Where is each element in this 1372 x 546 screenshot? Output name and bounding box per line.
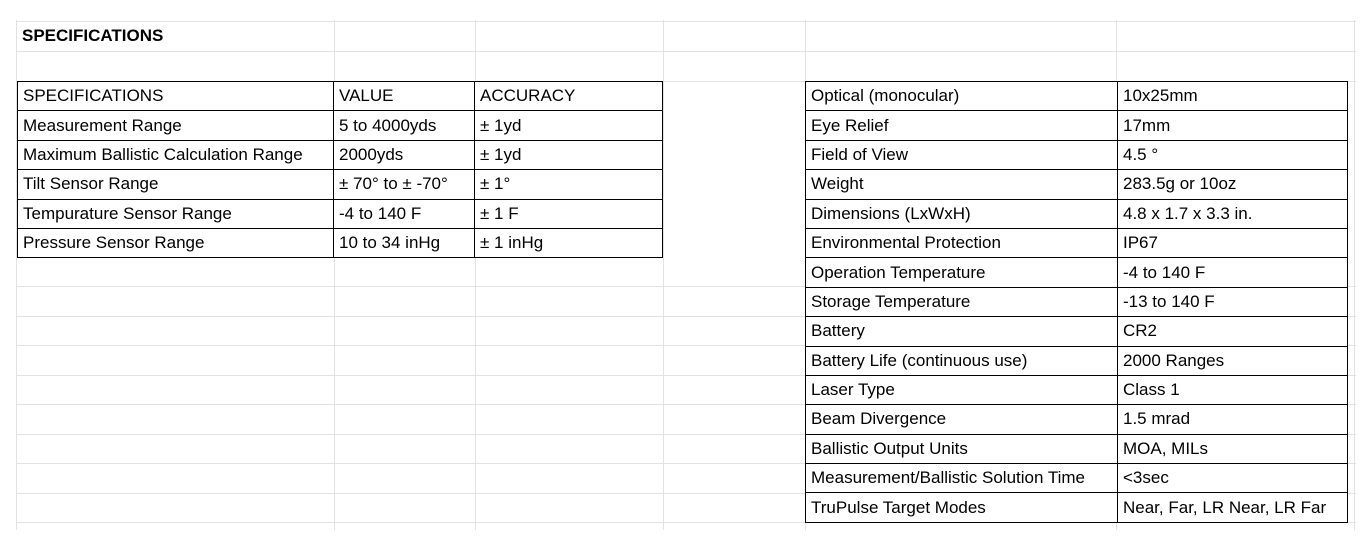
spec-name-cell[interactable]: TruPulse Target Modes [806,493,1118,522]
table-row [806,346,1348,375]
table-row [806,228,1348,257]
spec-value-cell[interactable]: 1.5 mrad [1118,405,1348,434]
table-row [806,82,1348,111]
spec-value-cell[interactable]: -4 to 140 F [1118,258,1348,287]
grid-row-line [16,51,1356,52]
table-row [18,170,663,199]
spec-value-cell[interactable]: Class 1 [1118,375,1348,404]
spec-name-cell[interactable]: Weight [806,170,1118,199]
grid-col-line [1354,20,1355,530]
spec-value-cell[interactable]: -13 to 140 F [1118,287,1348,316]
sheet-title[interactable]: SPECIFICATIONS [22,26,164,45]
spec-name-cell[interactable]: Battery Life (continuous use) [806,346,1118,375]
spec-value-cell[interactable]: 4.8 x 1.7 x 3.3 in. [1118,199,1348,228]
spec-value-cell[interactable]: 2000yds [334,140,475,169]
spec-value-cell[interactable]: -4 to 140 F [334,199,475,228]
table-header-row [18,82,663,111]
spec-name-cell[interactable]: Measurement/Ballistic Solution Time [806,464,1118,493]
table-row [806,199,1348,228]
spec-accuracy-cell[interactable]: ± 1yd [475,140,663,169]
spec-value-cell[interactable]: Near, Far, LR Near, LR Far [1118,493,1348,522]
table-row [806,111,1348,140]
spec-value-cell[interactable]: 17mm [1118,111,1348,140]
table-row [806,140,1348,169]
spec-name-cell[interactable]: Measurement Range [18,111,334,140]
spec-value-cell[interactable]: 2000 Ranges [1118,346,1348,375]
spec-accuracy-cell[interactable]: ± 1 inHg [475,228,663,257]
spec-name-cell[interactable]: Environmental Protection [806,228,1118,257]
spec-name-cell[interactable]: Battery [806,317,1118,346]
spec-accuracy-cell[interactable]: ± 1 F [475,199,663,228]
table-row [18,228,663,257]
spec-name-cell[interactable]: Beam Divergence [806,405,1118,434]
spec-value-cell[interactable]: 4.5 ° [1118,140,1348,169]
table-row [18,199,663,228]
table-row [806,170,1348,199]
table-row [806,258,1348,287]
header-cell-value[interactable]: VALUE [334,82,475,111]
spec-value-cell[interactable]: MOA, MILs [1118,434,1348,463]
table-row [806,287,1348,316]
spec-name-cell[interactable]: Maximum Ballistic Calculation Range [18,140,334,169]
spec-name-cell[interactable]: Pressure Sensor Range [18,228,334,257]
table-row [806,434,1348,463]
spec-value-cell[interactable]: ± 70° to ± -70° [334,170,475,199]
spec-accuracy-cell[interactable]: ± 1yd [475,111,663,140]
grid-col-line [663,20,664,530]
spec-value-cell[interactable]: 283.5g or 10oz [1118,170,1348,199]
spec-value-cell[interactable]: <3sec [1118,464,1348,493]
accuracy-spec-table [17,81,663,258]
spec-name-cell[interactable]: Laser Type [806,375,1118,404]
spec-value-cell[interactable]: 10 to 34 inHg [334,228,475,257]
grid-row-line [16,21,1356,22]
spec-accuracy-cell[interactable]: ± 1° [475,170,663,199]
spec-value-cell[interactable]: 5 to 4000yds [334,111,475,140]
spec-value-cell[interactable]: IP67 [1118,228,1348,257]
table-row [806,493,1348,522]
header-cell-specifications[interactable]: SPECIFICATIONS [18,82,334,111]
spec-name-cell[interactable]: Ballistic Output Units [806,434,1118,463]
table-row [18,111,663,140]
spec-name-cell[interactable]: Operation Temperature [806,258,1118,287]
spec-name-cell[interactable]: Storage Temperature [806,287,1118,316]
table-row [806,464,1348,493]
spec-name-cell[interactable]: Tilt Sensor Range [18,170,334,199]
table-row [806,405,1348,434]
header-cell-accuracy[interactable]: ACCURACY [475,82,663,111]
table-row [806,317,1348,346]
spec-name-cell[interactable]: Tempurature Sensor Range [18,199,334,228]
table-row [806,375,1348,404]
device-spec-table [805,81,1348,523]
table-row [18,140,663,169]
spec-name-cell[interactable]: Eye Relief [806,111,1118,140]
spec-name-cell[interactable]: Field of View [806,140,1118,169]
spec-name-cell[interactable]: Optical (monocular) [806,82,1118,111]
spec-name-cell[interactable]: Dimensions (LxWxH) [806,199,1118,228]
spec-value-cell[interactable]: 10x25mm [1118,82,1348,111]
spec-value-cell[interactable]: CR2 [1118,317,1348,346]
